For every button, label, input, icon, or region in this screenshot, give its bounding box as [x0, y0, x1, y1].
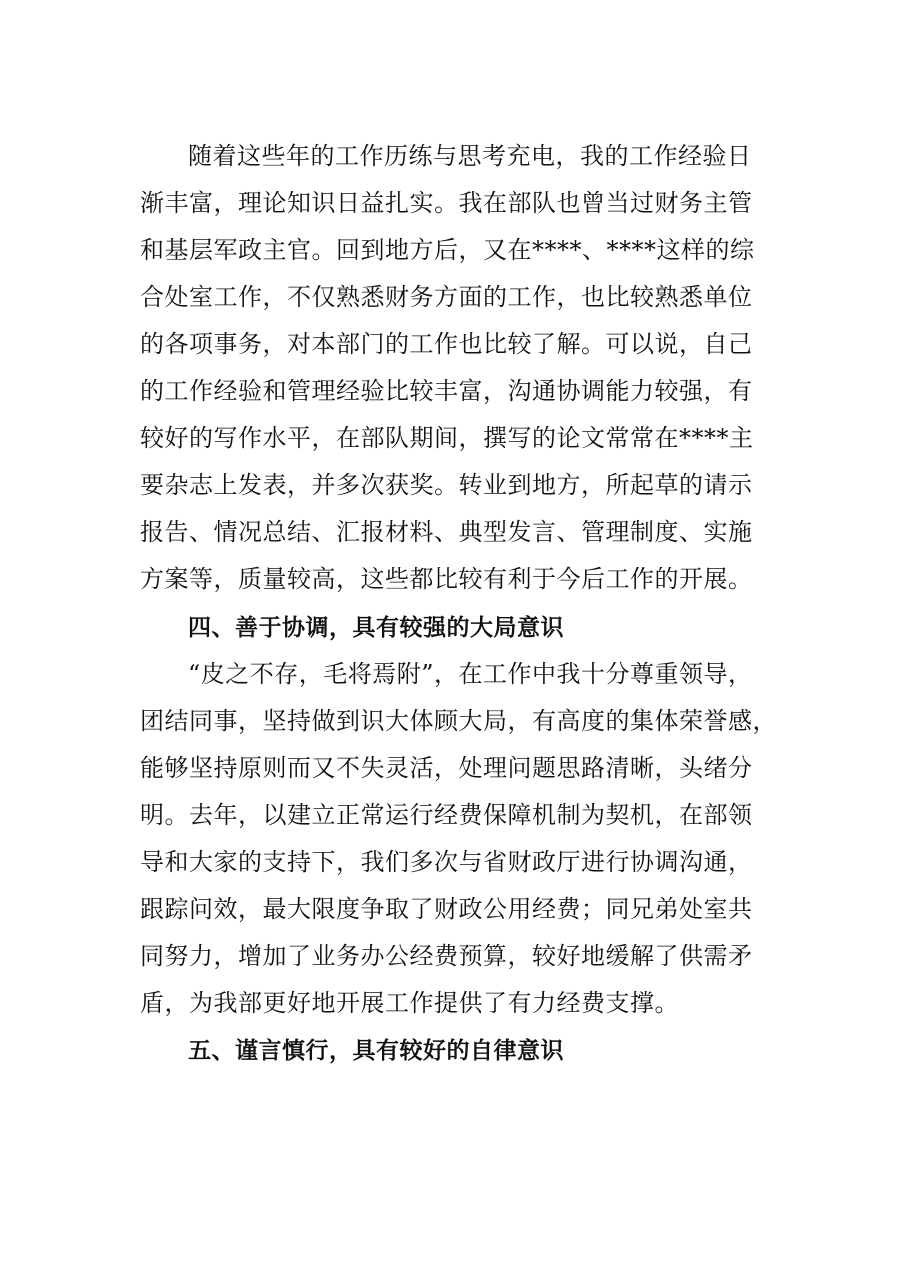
paragraph-line: 报告、情况总结、汇报材料、典型发言、管理制度、实施: [140, 518, 753, 546]
paragraph-line: 的各项事务，对本部门的工作也比较了解。可以说，自己: [140, 330, 753, 358]
paragraph-line: 渐丰富，理论知识日益扎实。我在部队也曾当过财务主管: [140, 189, 753, 217]
paragraph-line: 团结同事，坚持做到识大体顾大局，有高度的集体荣誉感，: [140, 707, 777, 735]
paragraph-line: “皮之不存，毛将焉附”，在工作中我十分尊重领导，: [188, 660, 753, 688]
paragraph-line: 导和大家的支持下，我们多次与省财政厅进行协调沟通，: [140, 848, 753, 876]
section-heading: 五、谨言慎行，具有较好的自律意识: [188, 1038, 564, 1064]
paragraph-line: 方案等，质量较高，这些都比较有利于今后工作的开展。: [140, 565, 753, 593]
section-heading: 四、善于协调，具有较强的大局意识: [188, 615, 564, 641]
paragraph-line: 随着这些年的工作历练与思考充电，我的工作经验日: [188, 142, 752, 170]
paragraph-line: 能够坚持原则而又不失灵活，处理问题思路清晰，头绪分: [140, 754, 753, 782]
paragraph-line: 的工作经验和管理经验比较丰富，沟通协调能力较强，有: [140, 377, 753, 405]
paragraph-line: 较好的写作水平，在部队期间，撰写的论文常常在****主: [140, 424, 754, 452]
paragraph-line: 同努力，增加了业务办公经费预算，较好地缓解了供需矛: [140, 942, 753, 970]
paragraph-line: 跟踪问效，最大限度争取了财政公用经费；同兄弟处室共: [140, 895, 753, 923]
paragraph-line: 合处室工作，不仅熟悉财务方面的工作，也比较熟悉单位: [140, 283, 753, 311]
paragraph-line: 要杂志上发表，并多次获奖。转业到地方，所起草的请示: [140, 471, 753, 499]
paragraph-line: 盾，为我部更好地开展工作提供了有力经费支撑。: [140, 989, 679, 1017]
paragraph-line: 明。去年，以建立正常运行经费保障机制为契机，在部领: [140, 801, 753, 829]
paragraph-line: 和基层军政主官。回到地方后，又在****、****这样的综: [140, 236, 755, 264]
